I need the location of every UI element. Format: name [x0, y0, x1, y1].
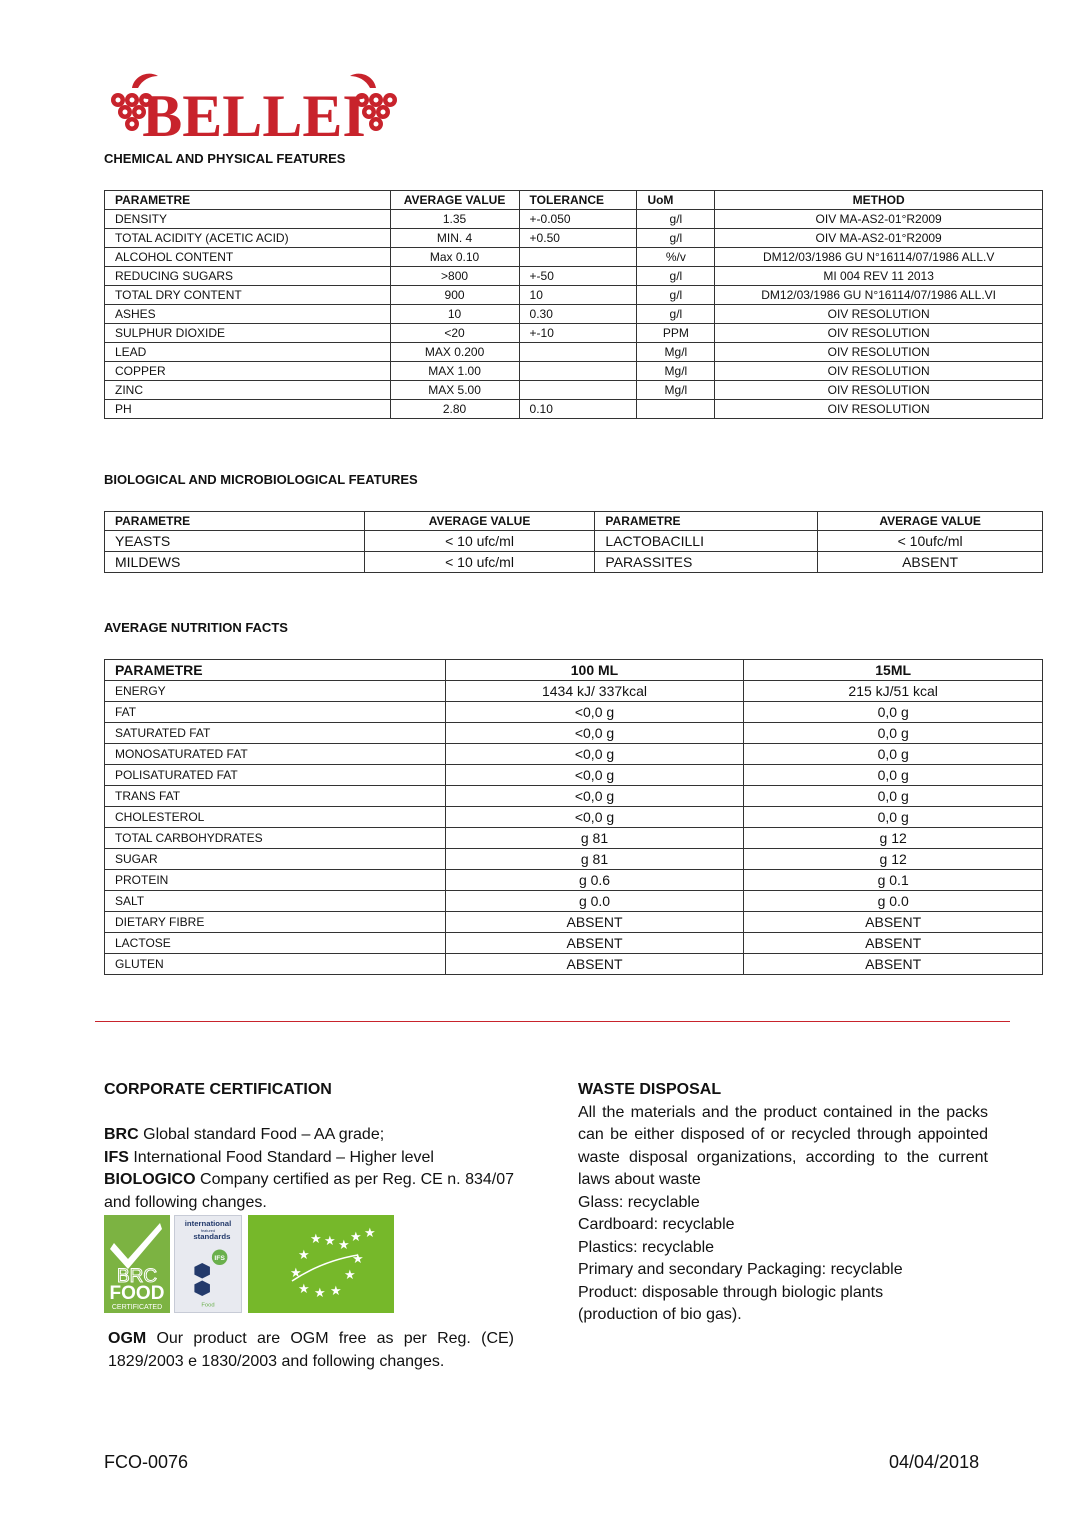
- table-row: [105, 681, 1043, 702]
- col-header: PARAMETRE: [595, 512, 818, 531]
- col-header: 15ML: [744, 660, 1043, 681]
- table-row: [105, 744, 1043, 765]
- table-cell: Max 0.10: [390, 248, 519, 267]
- table-row: [105, 891, 1043, 912]
- table-row: [105, 786, 1043, 807]
- svg-text:★: ★: [310, 1232, 322, 1247]
- table-cell: ABSENT: [744, 954, 1043, 975]
- table-cell: ENERGY: [105, 681, 446, 702]
- table-row: [105, 954, 1043, 975]
- table-cell: 0,0 g: [744, 723, 1043, 744]
- waste-title: WASTE DISPOSAL: [578, 1081, 722, 1098]
- table-cell: <0,0 g: [445, 744, 744, 765]
- table-cell: SULPHUR DIOXIDE: [105, 324, 391, 343]
- col-header: 100 ML: [445, 660, 744, 681]
- brc-line: [104, 1124, 514, 1147]
- table-cell: <0,0 g: [445, 765, 744, 786]
- table-cell: MI 004 REV 11 2013: [715, 267, 1043, 286]
- table-cell: SATURATED FAT: [105, 723, 446, 744]
- table-row: [105, 870, 1043, 891]
- table-cell: LACTOBACILLI: [595, 531, 818, 552]
- table-cell: DM12/03/1986 GU N°16114/07/1986 ALL.V: [715, 248, 1043, 267]
- table-cell: g/l: [637, 229, 715, 248]
- table-row: [105, 531, 1043, 552]
- ogm-label: OGM: [108, 1330, 147, 1347]
- table-cell: <20: [390, 324, 519, 343]
- bellei-logo: [104, 66, 400, 142]
- table-cell: DIETARY FIBRE: [105, 912, 446, 933]
- waste-line: Cardboard: recyclable: [578, 1216, 735, 1233]
- svg-text:★: ★: [298, 1248, 310, 1263]
- table-cell: g/l: [637, 305, 715, 324]
- document-date: 04/04/2018: [889, 1452, 980, 1472]
- table-cell: MAX 0.200: [390, 343, 519, 362]
- table-cell: 215 kJ/51 kcal: [744, 681, 1043, 702]
- svg-text:★: ★: [298, 1282, 310, 1297]
- table-row: [105, 702, 1043, 723]
- waste-intro: All the materials and the product contained in the packs can be either disposed of or recycled through appointed waste disposal organizations, according to the current laws about waste: [578, 1103, 988, 1188]
- table-cell: MAX 1.00: [390, 362, 519, 381]
- col-header: TOLERANCE: [519, 191, 637, 210]
- nutrition-section-title: AVERAGE NUTRITION FACTS: [104, 620, 288, 635]
- table-cell: PROTEIN: [105, 870, 446, 891]
- table-row: [105, 362, 1043, 381]
- table-cell: COPPER: [105, 362, 391, 381]
- table-cell: Mg/l: [637, 362, 715, 381]
- table-row: [105, 229, 1043, 248]
- table-row: [105, 305, 1043, 324]
- svg-text:CERTIFICATED: CERTIFICATED: [111, 1304, 163, 1311]
- svg-text:international: international: [184, 1219, 232, 1229]
- svg-text:★: ★: [290, 1266, 302, 1281]
- ogm-text: Our product are OGM free as per Reg. (CE) 1829/2003 e 1830/2003 and following changes.: [108, 1330, 514, 1370]
- table-cell: ABSENT: [818, 552, 1043, 573]
- table-cell: 0,0 g: [744, 744, 1043, 765]
- table-cell: +0.50: [519, 229, 637, 248]
- table-row: [105, 723, 1043, 744]
- bio-text: Company certified as per Reg. CE n. 834/07 and following changes.: [104, 1171, 514, 1211]
- ifs-text: International Food Standard – Higher level: [128, 1148, 434, 1166]
- brc-label: BRC: [104, 1126, 139, 1143]
- waste-line: Plastics: recyclable: [578, 1238, 715, 1256]
- certification-title: CORPORATE CERTIFICATION: [104, 1081, 332, 1098]
- table-cell: OIV RESOLUTION: [715, 381, 1043, 400]
- table-cell: ABSENT: [445, 933, 744, 954]
- table-cell: [519, 248, 637, 267]
- document-code: FCO-0076: [104, 1452, 189, 1472]
- waste-line: Glass: recyclable: [578, 1193, 700, 1211]
- table-cell: %/v: [637, 248, 715, 267]
- table-cell: ABSENT: [744, 912, 1043, 933]
- svg-text:★: ★: [338, 1238, 350, 1253]
- table-row: [105, 933, 1043, 954]
- svg-text:IFS: IFS: [214, 1255, 225, 1263]
- table-row: [105, 400, 1043, 419]
- table-cell: FAT: [105, 702, 446, 723]
- chemical-section-title: CHEMICAL AND PHYSICAL FEATURES: [104, 151, 346, 166]
- table-cell: g 81: [445, 849, 744, 870]
- table-cell: POLISATURATED FAT: [105, 765, 446, 786]
- nutrition-header-row: [105, 660, 1043, 681]
- table-cell: DENSITY: [105, 210, 391, 229]
- table-cell: ABSENT: [445, 954, 744, 975]
- table-cell: g 0.1: [744, 870, 1043, 891]
- svg-text:★: ★: [314, 1286, 326, 1301]
- table-cell: Mg/l: [637, 381, 715, 400]
- table-cell: 0,0 g: [744, 765, 1043, 786]
- eu-organic-leaf-icon: [248, 1215, 394, 1313]
- table-row: [105, 912, 1043, 933]
- table-cell: Mg/l: [637, 343, 715, 362]
- table-cell: g/l: [637, 286, 715, 305]
- svg-text:featured: featured: [200, 1227, 216, 1233]
- table-cell: 900: [390, 286, 519, 305]
- table-cell: OIV RESOLUTION: [715, 400, 1043, 419]
- biological-header-row: [105, 512, 1043, 531]
- table-cell: 0,0 g: [744, 807, 1043, 828]
- certification-badges: [104, 1215, 394, 1313]
- bio-line: [104, 1169, 514, 1214]
- table-cell: g/l: [637, 210, 715, 229]
- table-cell: ABSENT: [445, 912, 744, 933]
- table-cell: PPM: [637, 324, 715, 343]
- table-row: [105, 381, 1043, 400]
- table-cell: OIV MA-AS2-01°R2009: [715, 229, 1043, 248]
- table-row: [105, 286, 1043, 305]
- table-cell: OIV RESOLUTION: [715, 362, 1043, 381]
- svg-text:★: ★: [330, 1284, 342, 1299]
- svg-text:BRC: BRC: [116, 1266, 158, 1287]
- table-cell: g 12: [744, 828, 1043, 849]
- table-cell: < 10ufc/ml: [818, 531, 1043, 552]
- table-cell: 0,0 g: [744, 786, 1043, 807]
- table-cell: ASHES: [105, 305, 391, 324]
- table-cell: [519, 343, 637, 362]
- table-row: [105, 343, 1043, 362]
- bio-label: BIOLOGICO: [104, 1171, 196, 1188]
- nutrition-table: [104, 659, 1043, 975]
- col-header: AVERAGE VALUE: [390, 191, 519, 210]
- table-cell: MIN. 4: [390, 229, 519, 248]
- table-row: [105, 248, 1043, 267]
- table-cell: 0.30: [519, 305, 637, 324]
- table-cell: MAX 5.00: [390, 381, 519, 400]
- waste-line: Primary and secondary Packaging: recyclable: [578, 1261, 903, 1278]
- red-divider: [95, 1021, 1010, 1022]
- col-header: UoM: [637, 191, 715, 210]
- col-header: PARAMETRE: [105, 660, 446, 681]
- table-row: [105, 267, 1043, 286]
- table-row: [105, 849, 1043, 870]
- table-cell: ABSENT: [744, 933, 1043, 954]
- table-cell: SALT: [105, 891, 446, 912]
- svg-text:FOOD: FOOD: [109, 1283, 165, 1304]
- table-cell: g 12: [744, 849, 1043, 870]
- chemical-header-row: [105, 191, 1043, 210]
- brc-food-badge: [104, 1215, 170, 1313]
- svg-text:BELLEI: BELLEI: [142, 83, 366, 142]
- table-cell: 10: [390, 305, 519, 324]
- brc-text: Global standard Food – AA grade;: [138, 1126, 385, 1143]
- table-cell: g 0.6: [445, 870, 744, 891]
- svg-text:Food: Food: [201, 1302, 215, 1309]
- table-cell: 1434 kJ/ 337kcal: [445, 681, 744, 702]
- table-cell: OIV RESOLUTION: [715, 343, 1043, 362]
- table-cell: <0,0 g: [445, 702, 744, 723]
- table-cell: <0,0 g: [445, 723, 744, 744]
- svg-text:★: ★: [352, 1252, 364, 1267]
- table-cell: GLUTEN: [105, 954, 446, 975]
- svg-text:★: ★: [344, 1268, 356, 1283]
- table-cell: < 10 ufc/ml: [364, 552, 595, 573]
- table-cell: 0,0 g: [744, 702, 1043, 723]
- table-cell: ZINC: [105, 381, 391, 400]
- table-cell: OIV RESOLUTION: [715, 324, 1043, 343]
- table-row: [105, 765, 1043, 786]
- table-cell: PARASSITES: [595, 552, 818, 573]
- table-row: [105, 552, 1043, 573]
- chemical-table: [104, 190, 1043, 419]
- table-cell: CHOLESTEROL: [105, 807, 446, 828]
- table-row: [105, 210, 1043, 229]
- table-cell: 10: [519, 286, 637, 305]
- table-cell: +-50: [519, 267, 637, 286]
- col-header: PARAMETRE: [105, 191, 391, 210]
- table-cell: TOTAL ACIDITY (ACETIC ACID): [105, 229, 391, 248]
- col-header: PARAMETRE: [105, 512, 365, 531]
- table-cell: OIV RESOLUTION: [715, 305, 1043, 324]
- table-cell: 1.35: [390, 210, 519, 229]
- col-header: METHOD: [715, 191, 1043, 210]
- ifs-line: [104, 1147, 514, 1170]
- table-cell: DM12/03/1986 GU N°16114/07/1986 ALL.VI: [715, 286, 1043, 305]
- waste-line: Product: disposable through biologic plants (production of bio gas).: [578, 1283, 884, 1323]
- svg-text:★: ★: [324, 1234, 336, 1249]
- table-cell: YEASTS: [105, 531, 365, 552]
- table-row: [105, 807, 1043, 828]
- table-cell: g/l: [637, 267, 715, 286]
- table-cell: PH: [105, 400, 391, 419]
- table-cell: OIV MA-AS2-01°R2009: [715, 210, 1043, 229]
- table-cell: [519, 362, 637, 381]
- table-cell: REDUCING SUGARS: [105, 267, 391, 286]
- ogm-line: [104, 1328, 514, 1373]
- table-cell: LEAD: [105, 343, 391, 362]
- table-row: [105, 324, 1043, 343]
- table-cell: [637, 400, 715, 419]
- table-cell: LACTOSE: [105, 933, 446, 954]
- col-header: AVERAGE VALUE: [818, 512, 1043, 531]
- table-row: [105, 828, 1043, 849]
- ifs-label: IFS: [104, 1148, 129, 1166]
- ifs-food-badge: [174, 1215, 242, 1313]
- table-cell: MONOSATURATED FAT: [105, 744, 446, 765]
- table-cell: [519, 381, 637, 400]
- table-cell: TOTAL DRY CONTENT: [105, 286, 391, 305]
- table-cell: <0,0 g: [445, 807, 744, 828]
- svg-text:★: ★: [350, 1230, 362, 1245]
- waste-disposal-block: [578, 1079, 988, 1327]
- table-cell: g 0.0: [744, 891, 1043, 912]
- table-cell: 2.80: [390, 400, 519, 419]
- table-cell: < 10 ufc/ml: [364, 531, 595, 552]
- svg-text:★: ★: [364, 1226, 376, 1241]
- table-cell: >800: [390, 267, 519, 286]
- table-cell: 0.10: [519, 400, 637, 419]
- table-cell: ALCOHOL CONTENT: [105, 248, 391, 267]
- table-cell: g 81: [445, 828, 744, 849]
- table-cell: <0,0 g: [445, 786, 744, 807]
- svg-text:standards: standards: [193, 1231, 231, 1241]
- table-cell: TOTAL CARBOHYDRATES: [105, 828, 446, 849]
- table-cell: +-0.050: [519, 210, 637, 229]
- biological-table: [104, 511, 1043, 573]
- table-cell: TRANS FAT: [105, 786, 446, 807]
- biological-section-title: BIOLOGICAL AND MICROBIOLOGICAL FEATURES: [104, 472, 418, 487]
- table-cell: SUGAR: [105, 849, 446, 870]
- table-cell: MILDEWS: [105, 552, 365, 573]
- table-cell: +-10: [519, 324, 637, 343]
- col-header: AVERAGE VALUE: [364, 512, 595, 531]
- table-cell: g 0.0: [445, 891, 744, 912]
